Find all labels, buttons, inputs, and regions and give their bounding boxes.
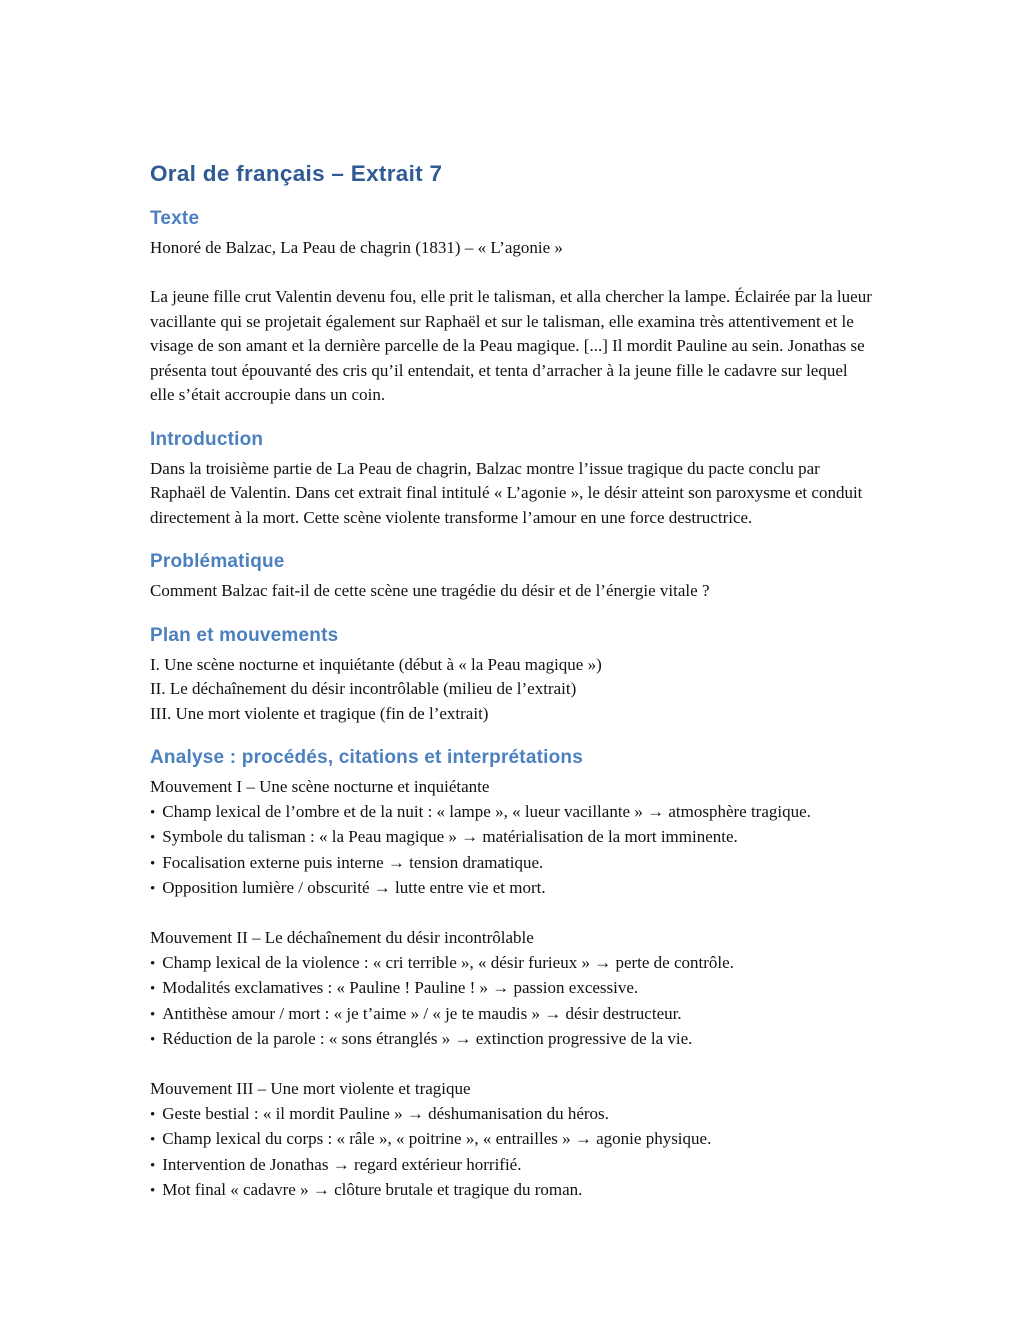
- analysis-bullet: • Geste bestial : « il mordit Pauline » → déshumanisation du héros.: [150, 1102, 872, 1128]
- movement-1-bullets: [150, 800, 872, 902]
- problematique-paragraph: Comment Balzac fait-il de cette scène une tragédie du désir et de l’énergie vitale ?: [150, 581, 710, 600]
- section-heading-introduction: Introduction: [150, 428, 264, 450]
- movement-3-title: Mouvement III – Une mort violente et tragique: [150, 1079, 471, 1098]
- analysis-bullet: • Symbole du talisman : « la Peau magique » → matérialisation de la mort imminente.: [150, 825, 872, 851]
- movement-block-1: [150, 775, 872, 902]
- introduction-paragraph: Dans la troisième partie de La Peau de chagrin, Balzac montre l’issue tragique du pacte conclu par Raphaël de Valentin. Dans cet extrait final intitulé « L’agonie », le désir atteint son paroxysme et conduit directement à la mort. Cette scène violente transforme l’amour en une force destructrice.: [150, 458, 863, 527]
- analysis-bullet: • Intervention de Jonathas → regard extérieur horrifié.: [150, 1153, 872, 1179]
- plan-item-3: III. Une mort violente et tragique (fin de l’extrait): [150, 703, 489, 723]
- movement-3-bullets: [150, 1102, 872, 1204]
- source-line: Honoré de Balzac, La Peau de chagrin (1831) – « L’agonie »: [150, 238, 563, 257]
- movement-2-bullets: [150, 951, 872, 1053]
- section-heading-texte: Texte: [150, 208, 200, 229]
- section-heading-analyse: Analyse : procédés, citations et interprétations: [150, 747, 583, 768]
- analysis-bullet: • Focalisation externe puis interne → tension dramatique.: [150, 851, 872, 877]
- analysis-bullet: • Champ lexical de l’ombre et de la nuit : « lampe », « lueur vacillante » → atmosphère tragique.: [150, 800, 872, 826]
- excerpt-paragraph: La jeune fille crut Valentin devenu fou, elle prit le talisman, et alla chercher la lampe. Éclairée par la lueur vacillante qui se projetait également sur Raphaël et sur le talisman, elle examina très attentivement et le visage de son amant et la dernière parcelle de la Peau magique. [...] Il mordit Pauline au sein. Jonathas se présenta tout épouvanté des cris qu’il entendait, et tenta d’arracher à la jeune fille le cadavre sur lequel elle s’était accroupie dans un coin.: [150, 287, 872, 404]
- analysis-bullet: • Réduction de la parole : « sons étranglés » → extinction progressive de la vie.: [150, 1027, 872, 1053]
- analysis-bullet: • Antithèse amour / mort : « je t’aime » / « je te maudis » → désir destructeur.: [150, 1002, 872, 1028]
- analysis-bullet: • Modalités exclamatives : « Pauline ! Pauline ! » → passion excessive.: [150, 976, 872, 1002]
- plan-item-1: I. Une scène nocturne et inquiétante (début à « la Peau magique »): [150, 654, 602, 674]
- analysis-bullet: • Champ lexical de la violence : « cri terrible », « désir furieux » → perte de contrôle.: [150, 951, 872, 977]
- section-heading-plan: Plan et mouvements: [150, 624, 339, 646]
- plan-item-2: II. Le déchaînement du désir incontrôlable (milieu de l’extrait): [150, 679, 577, 698]
- movement-1-title: Mouvement I – Une scène nocturne et inquiétante: [150, 777, 490, 796]
- analysis-bullet: • Mot final « cadavre » → clôture brutale et tragique du roman.: [150, 1178, 872, 1204]
- section-heading-problematique: Problématique: [150, 551, 285, 572]
- analysis-bullet: • Champ lexical du corps : « râle », « poitrine », « entrailles » → agonie physique.: [150, 1127, 872, 1153]
- movement-block-2: [150, 926, 872, 1053]
- movement-2-title: Mouvement II – Le déchaînement du désir incontrôlable: [150, 928, 534, 947]
- movement-block-3: [150, 1077, 872, 1204]
- analysis-bullet: • Opposition lumière / obscurité → lutte entre vie et mort.: [150, 876, 872, 902]
- page-title: Oral de français – Extrait 7: [150, 161, 443, 186]
